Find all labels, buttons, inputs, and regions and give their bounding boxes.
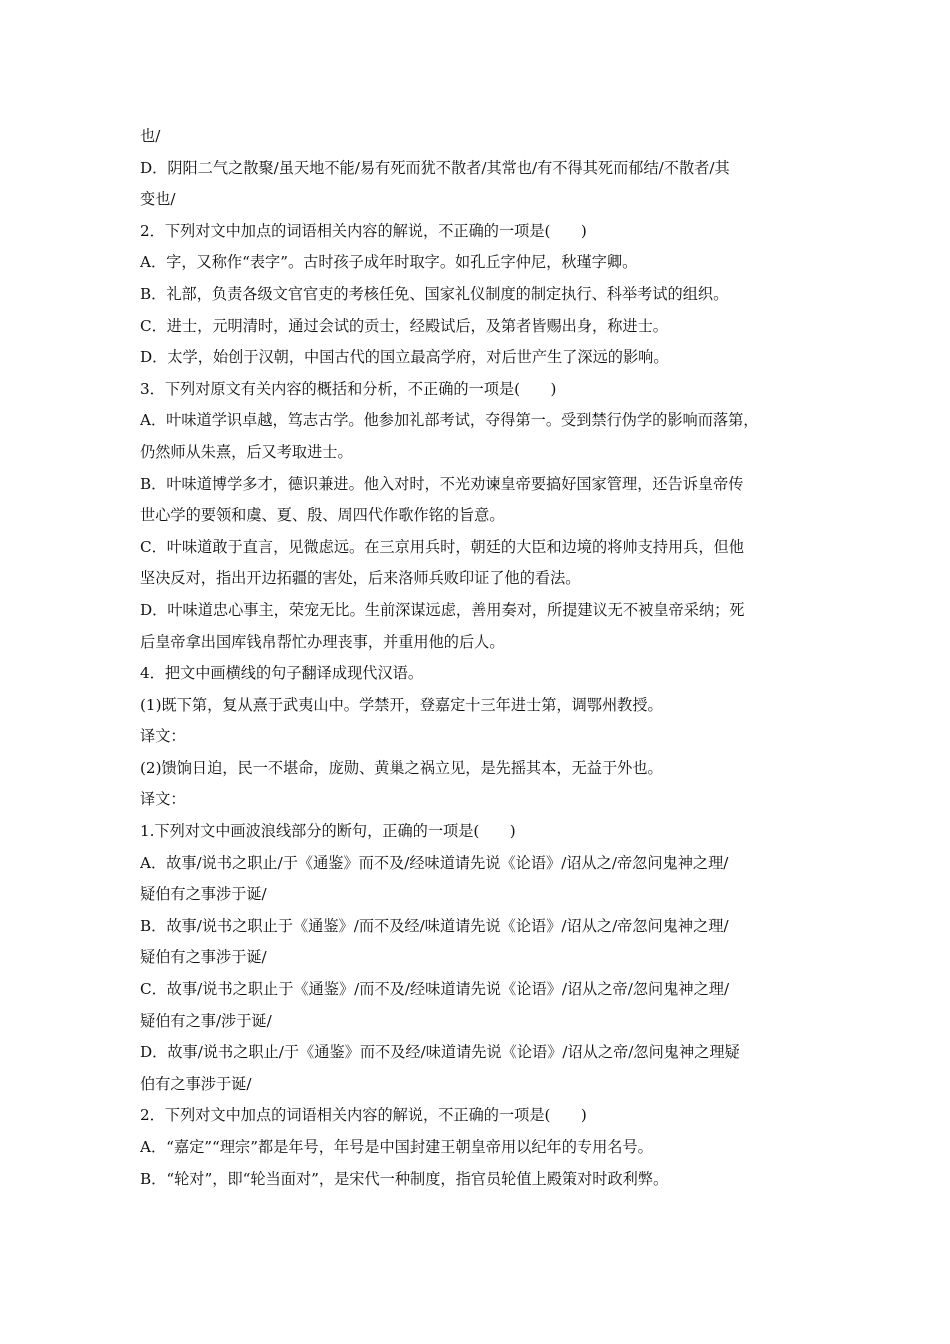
question-heading: 1.下列对文中画波浪线部分的断句，正确的一项是( )	[140, 822, 516, 841]
option-line: 后皇帝拿出国库钱帛帮忙办理丧事，并重用他的后人。	[140, 632, 505, 651]
option-line: 疑伯有之事涉于诞/	[140, 885, 267, 904]
option-line: B．叶味道博学多才，德识兼进。他入对时，不光劝谏皇帝要搞好国家管理，还告诉皇帝传	[140, 474, 744, 493]
option-line: B．故事/说书之职止于《通鉴》/而不及经/味道请先说《论语》/诏从之/帝忽问鬼神之理/	[140, 916, 729, 935]
text-line: 变也/	[140, 190, 176, 209]
option-line: C．叶味道敢于直言，见微虑远。在三京用兵时，朝廷的大臣和边境的将帅支持用兵，但他	[140, 537, 744, 556]
document-page	[140, 121, 826, 1195]
option-line: C．进士，元明清时，通过会试的贡士，经殿试后，及第者皆赐出身，称进士。	[140, 316, 668, 335]
text-line: D．阴阳二气之散聚/虽天地不能/易有死而犹不散者/其常也/有不得其死而郁结/不散者/其	[140, 158, 730, 177]
option-line: A．字，又称作“表字”。古时孩子成年时取字。如孔丘字仲尼，秋瑾字卿。	[140, 253, 638, 272]
option-line: A．叶味道学识卓越，笃志古学。他参加礼部考试，夺得第一。受到禁行伪学的影响而落第，	[140, 411, 759, 430]
option-line: D．叶味道忠心事主，荣宠无比。生前深谋远虑，善用奏对，所提建议无不被皇帝采纳；死	[140, 600, 745, 619]
sentence-line: (2)馈饷日迫，民一不堪命，庞勋、黄巢之祸立见，是先摇其本，无益于外也。	[140, 758, 663, 777]
question-heading: 4．把文中画横线的句子翻译成现代汉语。	[140, 664, 424, 683]
option-line: C．故事/说书之职止于《通鉴》/而不及/经味道请先说《论语》/诏从之帝/忽问鬼神之理/	[140, 980, 730, 999]
option-line: D．太学，始创于汉朝，中国古代的国立最高学府，对后世产生了深远的影响。	[140, 348, 669, 367]
question-heading: 2．下列对文中加点的词语相关内容的解说，不正确的一项是( )	[140, 1106, 587, 1125]
option-line: 世心学的要领和虞、夏、殷、周四代作歌作铭的旨意。	[140, 506, 505, 525]
translation-label: 译文：	[140, 727, 186, 746]
option-line: 仍然师从朱熹，后又考取进士。	[140, 442, 353, 461]
option-line: B．礼部，负责各级文官官吏的考核任免、国家礼仪制度的制定执行、科举考试的组织。	[140, 284, 729, 303]
option-line: 坚决反对，指出开边拓疆的害处，后来洛师兵败印证了他的看法。	[140, 569, 581, 588]
text-line: 也/	[140, 127, 161, 145]
option-line: A．故事/说书之职止/于《通鉴》而不及/经味道请先说《论语》/诏从之/帝忽问鬼神之理/	[140, 853, 729, 872]
option-line: 伯有之事涉于诞/	[140, 1074, 252, 1093]
question-heading: 2．下列对文中加点的词语相关内容的解说，不正确的一项是( )	[140, 221, 587, 240]
translation-label: 译文：	[140, 790, 186, 809]
option-line: B．“轮对”，即“轮当面对”，是宋代一种制度，指官员轮值上殿策对时政利弊。	[140, 1169, 669, 1188]
question-heading: 3．下列对原文有关内容的概括和分析，不正确的一项是( )	[140, 379, 557, 398]
option-line: A．“嘉定”“理宗”都是年号，年号是中国封建王朝皇帝用以纪年的专用名号。	[140, 1138, 653, 1156]
option-line: 疑伯有之事涉于诞/	[140, 948, 267, 967]
option-line: 疑伯有之事/涉于诞/	[140, 1011, 272, 1030]
sentence-line: (1)既下第，复从熹于武夷山中。学禁开，登嘉定十三年进士第，调鄂州教授。	[140, 695, 663, 714]
option-line: D．故事/说书之职止/于《通鉴》而不及经/味道请先说《论语》/诏从之帝/忽问鬼神之理疑	[140, 1043, 740, 1062]
